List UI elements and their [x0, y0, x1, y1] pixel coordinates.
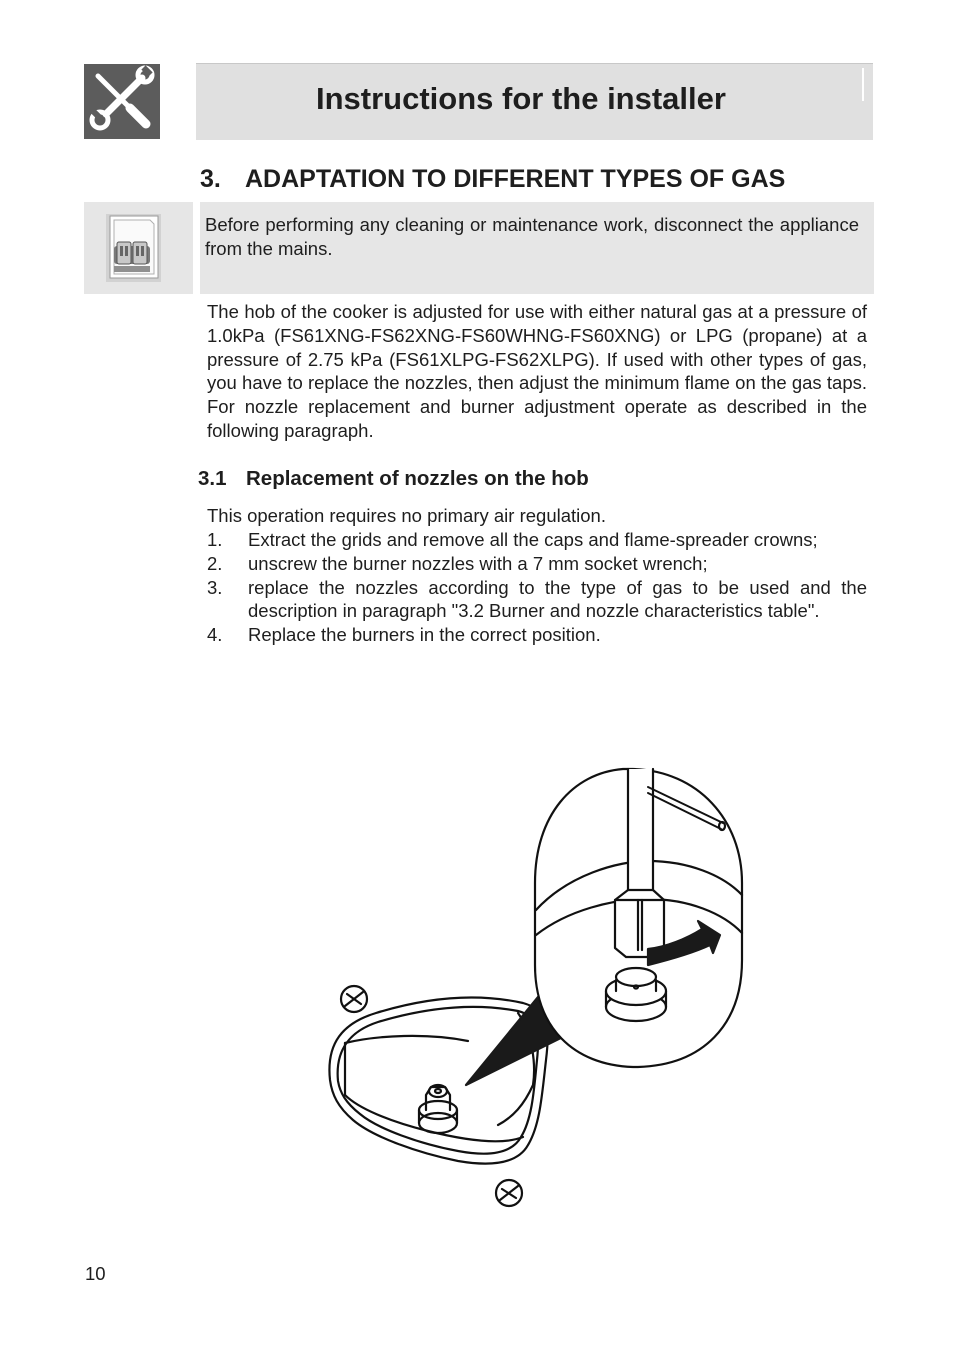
section-heading	[200, 165, 785, 194]
header-divider	[862, 68, 864, 101]
step-number: 4.	[207, 624, 223, 646]
step-text: replace the nozzles according to the type of gas to be used and the description in paragraph "3.2 Burner and nozzle characteristics table".	[248, 576, 867, 622]
nozzle-replacement-illustration	[318, 765, 748, 1215]
warning-box	[200, 202, 874, 294]
step-number: 3.	[207, 576, 223, 598]
intro-paragraph: The hob of the cooker is adjusted for use with either natural gas at a pressure of 1.0kPa (FS61XNG-FS62XNG-FS60WHNG-FS60XNG) or LPG (propane) at a pressure of 2.75 kPa (FS61XLPG-FS62XLPG). If used with other types of gas, you have to replace the nozzles, then adjust the minimum flame on the gas taps. For nozzle replacement and burner adjustment operate as described in the following paragraph.	[207, 301, 867, 441]
step-number: 2.	[207, 552, 223, 574]
steps-list	[207, 528, 867, 647]
header-bar	[196, 63, 873, 140]
subsection-number: 3.1	[198, 467, 227, 490]
step-text: unscrew the burner nozzles with a 7 mm socket wrench;	[248, 552, 708, 574]
section-number: 3.	[200, 165, 221, 193]
step-number: 1.	[207, 529, 223, 550]
page-number: 10	[85, 1263, 106, 1284]
page-title: Instructions for the installer	[316, 81, 726, 116]
subsection-title: Replacement of nozzles on the hob	[246, 467, 589, 490]
list-item	[207, 528, 867, 552]
list-item	[207, 623, 867, 647]
step-text: Extract the grids and remove all the caps and flame-spreader crowns;	[248, 529, 818, 550]
list-item	[207, 552, 867, 576]
section-title: ADAPTATION TO DIFFERENT TYPES OF GAS	[245, 165, 786, 193]
subsection-intro: This operation requires no primary air regulation.	[207, 505, 606, 526]
warning-text: Before performing any cleaning or maintenance work, disconnect the appliance from the mains.	[205, 214, 859, 259]
tools-icon	[84, 64, 160, 139]
list-item	[207, 576, 867, 624]
subsection-heading	[198, 467, 589, 491]
step-text: Replace the burners in the correct position.	[248, 624, 601, 646]
socket-icon	[84, 202, 193, 294]
